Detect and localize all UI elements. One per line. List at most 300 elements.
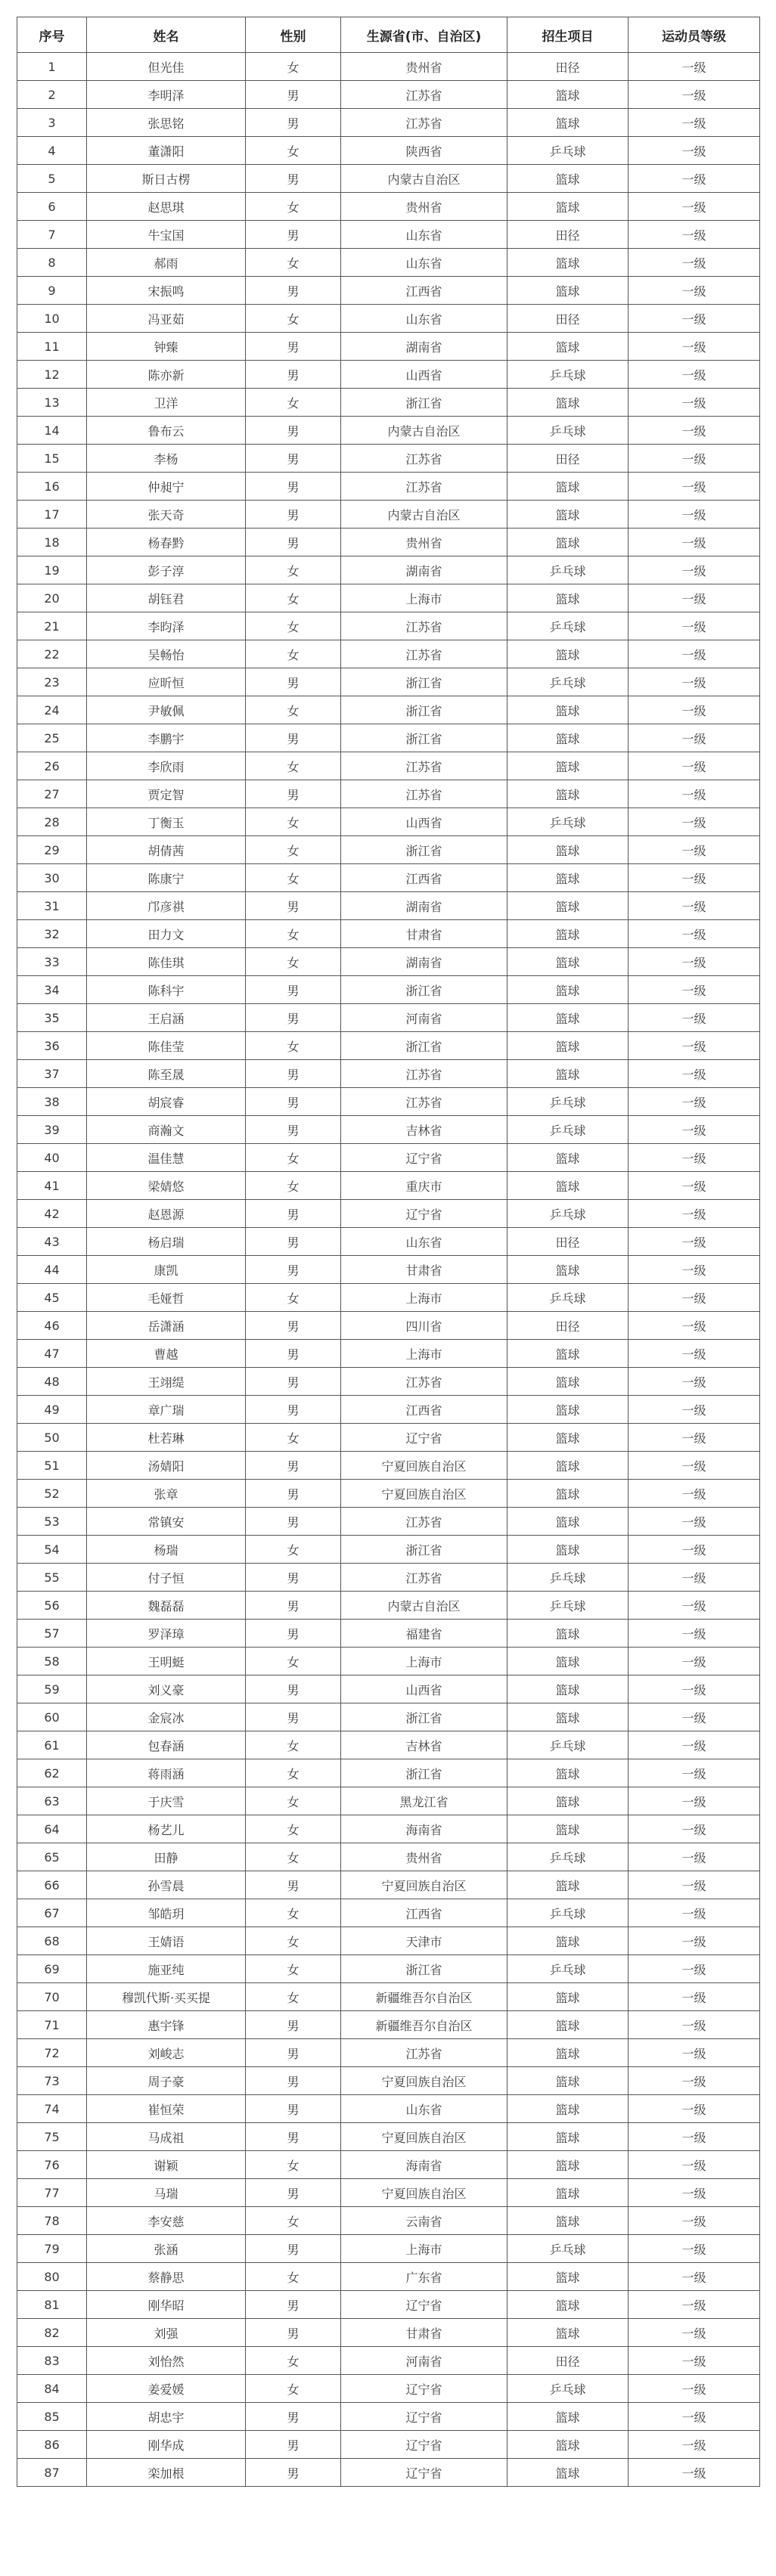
cell-gender: 女 (246, 389, 341, 417)
cell-index: 82 (17, 2319, 87, 2347)
cell-index: 15 (17, 445, 87, 473)
cell-gender: 男 (246, 1452, 341, 1480)
table-header (17, 17, 760, 53)
cell-project: 乒乓球 (508, 1843, 629, 1871)
cell-index: 18 (17, 529, 87, 556)
cell-project: 篮球 (508, 1452, 629, 1480)
cell-level: 一级 (629, 1144, 760, 1172)
cell-province: 吉林省 (341, 1116, 508, 1144)
cell-level: 一级 (629, 1787, 760, 1815)
cell-province: 浙江省 (341, 836, 508, 864)
cell-project: 篮球 (508, 1508, 629, 1536)
cell-gender: 男 (246, 333, 341, 361)
cell-province: 江苏省 (341, 1060, 508, 1088)
cell-index: 35 (17, 1004, 87, 1032)
cell-index: 57 (17, 1620, 87, 1648)
cell-level: 一级 (629, 1312, 760, 1340)
table-row (17, 584, 760, 612)
cell-gender: 男 (246, 2291, 341, 2319)
cell-index: 41 (17, 1172, 87, 1200)
cell-index: 44 (17, 1256, 87, 1284)
athlete-roster-table (17, 17, 760, 2487)
cell-gender: 女 (246, 2375, 341, 2403)
cell-project: 篮球 (508, 2291, 629, 2319)
cell-index: 26 (17, 752, 87, 780)
cell-project: 乒乓球 (508, 668, 629, 696)
cell-project: 篮球 (508, 2431, 629, 2459)
cell-name: 胡倩茜 (87, 836, 246, 864)
cell-index: 29 (17, 836, 87, 864)
cell-gender: 男 (246, 1088, 341, 1116)
table-row (17, 2403, 760, 2431)
cell-gender: 女 (246, 2263, 341, 2291)
table-row (17, 1284, 760, 1312)
cell-name: 崔恒荣 (87, 2095, 246, 2123)
cell-name: 彭子淳 (87, 556, 246, 584)
cell-project: 篮球 (508, 2403, 629, 2431)
cell-index: 11 (17, 333, 87, 361)
cell-name: 周子豪 (87, 2067, 246, 2095)
table-row (17, 1564, 760, 1592)
cell-gender: 男 (246, 2067, 341, 2095)
cell-name: 李安慈 (87, 2207, 246, 2235)
cell-project: 篮球 (508, 948, 629, 976)
cell-level: 一级 (629, 193, 760, 221)
cell-name: 康凯 (87, 1256, 246, 1284)
table-row (17, 2347, 760, 2375)
cell-project: 篮球 (508, 640, 629, 668)
cell-level: 一级 (629, 752, 760, 780)
cell-name: 毛娅哲 (87, 1284, 246, 1312)
table-row (17, 2151, 760, 2179)
cell-name: 李欣雨 (87, 752, 246, 780)
cell-name: 王启涵 (87, 1004, 246, 1032)
table-row (17, 612, 760, 640)
cell-province: 湖南省 (341, 892, 508, 920)
cell-project: 田径 (508, 2347, 629, 2375)
cell-index: 45 (17, 1284, 87, 1312)
cell-province: 江苏省 (341, 2039, 508, 2067)
cell-gender: 男 (246, 1060, 341, 1088)
cell-province: 辽宁省 (341, 2291, 508, 2319)
cell-gender: 女 (246, 1843, 341, 1871)
cell-province: 上海市 (341, 1340, 508, 1368)
cell-level: 一级 (629, 724, 760, 752)
cell-index: 30 (17, 864, 87, 892)
cell-project: 篮球 (508, 1759, 629, 1787)
table-row (17, 2431, 760, 2459)
cell-index: 47 (17, 1340, 87, 1368)
cell-name: 陈科宇 (87, 976, 246, 1004)
cell-name: 张天奇 (87, 501, 246, 529)
cell-level: 一级 (629, 2067, 760, 2095)
cell-province: 贵州省 (341, 529, 508, 556)
table-row (17, 2095, 760, 2123)
cell-province: 辽宁省 (341, 2375, 508, 2403)
cell-name: 王翊缇 (87, 1368, 246, 1396)
table-row (17, 417, 760, 445)
cell-name: 梁婧悠 (87, 1172, 246, 1200)
table-row (17, 2123, 760, 2151)
cell-gender: 女 (246, 1172, 341, 1200)
cell-project: 篮球 (508, 109, 629, 137)
cell-province: 海南省 (341, 2151, 508, 2179)
cell-level: 一级 (629, 1228, 760, 1256)
cell-gender: 女 (246, 2207, 341, 2235)
cell-province: 山东省 (341, 2095, 508, 2123)
table-row (17, 2207, 760, 2235)
cell-index: 86 (17, 2431, 87, 2459)
cell-project: 篮球 (508, 892, 629, 920)
cell-name: 李鹏宇 (87, 724, 246, 752)
table-row (17, 137, 760, 165)
cell-name: 汤婧阳 (87, 1452, 246, 1480)
cell-level: 一级 (629, 305, 760, 333)
cell-index: 27 (17, 780, 87, 808)
table-row (17, 1843, 760, 1871)
cell-level: 一级 (629, 808, 760, 836)
cell-gender: 男 (246, 1620, 341, 1648)
header-index: 序号 (17, 17, 87, 53)
cell-level: 一级 (629, 445, 760, 473)
cell-level: 一级 (629, 612, 760, 640)
cell-level: 一级 (629, 892, 760, 920)
table-row (17, 529, 760, 556)
table-row (17, 836, 760, 864)
cell-level: 一级 (629, 501, 760, 529)
cell-level: 一级 (629, 1899, 760, 1927)
cell-province: 江西省 (341, 1899, 508, 1927)
cell-gender: 男 (246, 277, 341, 305)
cell-name: 穆凯代斯·买买提 (87, 1983, 246, 2011)
cell-name: 田力文 (87, 920, 246, 948)
cell-province: 四川省 (341, 1312, 508, 1340)
table-row (17, 1060, 760, 1088)
cell-index: 71 (17, 2011, 87, 2039)
cell-project: 篮球 (508, 1648, 629, 1675)
cell-province: 山西省 (341, 808, 508, 836)
cell-index: 16 (17, 473, 87, 501)
cell-gender: 女 (246, 193, 341, 221)
cell-province: 江西省 (341, 1396, 508, 1424)
cell-gender: 男 (246, 1368, 341, 1396)
cell-level: 一级 (629, 1955, 760, 1983)
cell-level: 一级 (629, 1759, 760, 1787)
cell-province: 湖南省 (341, 333, 508, 361)
cell-name: 栾加根 (87, 2459, 246, 2487)
cell-gender: 女 (246, 836, 341, 864)
cell-project: 篮球 (508, 1396, 629, 1424)
cell-name: 董潇阳 (87, 137, 246, 165)
cell-index: 84 (17, 2375, 87, 2403)
table-row (17, 1592, 760, 1620)
cell-project: 乒乓球 (508, 1088, 629, 1116)
cell-level: 一级 (629, 361, 760, 389)
cell-index: 68 (17, 1927, 87, 1955)
cell-name: 李昀泽 (87, 612, 246, 640)
table-row (17, 2459, 760, 2487)
table-row (17, 389, 760, 417)
cell-name: 仲昶宁 (87, 473, 246, 501)
cell-name: 张思铭 (87, 109, 246, 137)
table-row (17, 1032, 760, 1060)
cell-index: 46 (17, 1312, 87, 1340)
cell-province: 内蒙古自治区 (341, 417, 508, 445)
cell-index: 49 (17, 1396, 87, 1424)
cell-project: 篮球 (508, 1787, 629, 1815)
cell-index: 39 (17, 1116, 87, 1144)
cell-level: 一级 (629, 1004, 760, 1032)
header-province: 生源省(市、自治区) (341, 17, 508, 53)
cell-province: 河南省 (341, 1004, 508, 1032)
cell-province: 浙江省 (341, 389, 508, 417)
table-row (17, 1871, 760, 1899)
cell-level: 一级 (629, 1983, 760, 2011)
cell-index: 38 (17, 1088, 87, 1116)
cell-level: 一级 (629, 640, 760, 668)
cell-index: 50 (17, 1424, 87, 1452)
cell-province: 福建省 (341, 1620, 508, 1648)
cell-project: 篮球 (508, 1256, 629, 1284)
cell-gender: 女 (246, 1983, 341, 2011)
cell-gender: 女 (246, 1424, 341, 1452)
table-row (17, 2179, 760, 2207)
cell-name: 但光佳 (87, 53, 246, 81)
cell-index: 1 (17, 53, 87, 81)
cell-gender: 男 (246, 1116, 341, 1144)
cell-province: 甘肃省 (341, 1256, 508, 1284)
cell-gender: 男 (246, 529, 341, 556)
cell-gender: 女 (246, 1815, 341, 1843)
cell-project: 篮球 (508, 2039, 629, 2067)
cell-level: 一级 (629, 1088, 760, 1116)
cell-province: 贵州省 (341, 1843, 508, 1871)
cell-level: 一级 (629, 137, 760, 165)
cell-index: 61 (17, 1731, 87, 1759)
cell-project: 篮球 (508, 836, 629, 864)
cell-province: 重庆市 (341, 1172, 508, 1200)
cell-index: 69 (17, 1955, 87, 1983)
table-row (17, 1228, 760, 1256)
cell-project: 篮球 (508, 1871, 629, 1899)
cell-index: 8 (17, 249, 87, 277)
cell-level: 一级 (629, 1592, 760, 1620)
cell-name: 鲁布云 (87, 417, 246, 445)
cell-project: 篮球 (508, 1340, 629, 1368)
cell-level: 一级 (629, 53, 760, 81)
cell-province: 江苏省 (341, 473, 508, 501)
cell-index: 43 (17, 1228, 87, 1256)
cell-project: 篮球 (508, 529, 629, 556)
cell-province: 贵州省 (341, 53, 508, 81)
cell-project: 篮球 (508, 1703, 629, 1731)
cell-index: 54 (17, 1536, 87, 1564)
cell-project: 篮球 (508, 724, 629, 752)
table-row (17, 221, 760, 249)
cell-province: 海南省 (341, 1815, 508, 1843)
table-row (17, 2319, 760, 2347)
cell-gender: 女 (246, 808, 341, 836)
cell-province: 浙江省 (341, 668, 508, 696)
cell-name: 李杨 (87, 445, 246, 473)
cell-project: 篮球 (508, 976, 629, 1004)
cell-gender: 女 (246, 1759, 341, 1787)
cell-index: 60 (17, 1703, 87, 1731)
cell-project: 乒乓球 (508, 1731, 629, 1759)
cell-name: 王婧语 (87, 1927, 246, 1955)
cell-level: 一级 (629, 1815, 760, 1843)
cell-level: 一级 (629, 1452, 760, 1480)
cell-project: 篮球 (508, 1983, 629, 2011)
table-row (17, 1312, 760, 1340)
cell-gender: 女 (246, 2347, 341, 2375)
cell-name: 陈亦新 (87, 361, 246, 389)
cell-province: 浙江省 (341, 1536, 508, 1564)
cell-name: 杨艺儿 (87, 1815, 246, 1843)
cell-level: 一级 (629, 2151, 760, 2179)
cell-index: 65 (17, 1843, 87, 1871)
cell-province: 山东省 (341, 249, 508, 277)
cell-province: 广东省 (341, 2263, 508, 2291)
cell-province: 浙江省 (341, 724, 508, 752)
cell-name: 陈佳莹 (87, 1032, 246, 1060)
cell-name: 赵恩源 (87, 1200, 246, 1228)
cell-index: 31 (17, 892, 87, 920)
cell-name: 杨瑞 (87, 1536, 246, 1564)
cell-index: 42 (17, 1200, 87, 1228)
table-row (17, 445, 760, 473)
cell-name: 章广瑞 (87, 1396, 246, 1424)
cell-province: 江苏省 (341, 640, 508, 668)
table-row (17, 305, 760, 333)
table-row (17, 1508, 760, 1536)
table-row (17, 81, 760, 109)
cell-level: 一级 (629, 864, 760, 892)
cell-name: 常镇安 (87, 1508, 246, 1536)
cell-province: 河南省 (341, 2347, 508, 2375)
cell-province: 江苏省 (341, 1564, 508, 1592)
cell-level: 一级 (629, 2039, 760, 2067)
cell-gender: 男 (246, 724, 341, 752)
cell-gender: 男 (246, 2095, 341, 2123)
cell-province: 陕西省 (341, 137, 508, 165)
cell-project: 乒乓球 (508, 2375, 629, 2403)
cell-name: 王明蜓 (87, 1648, 246, 1675)
cell-index: 77 (17, 2179, 87, 2207)
cell-project: 乒乓球 (508, 1564, 629, 1592)
cell-level: 一级 (629, 2011, 760, 2039)
table-row (17, 668, 760, 696)
cell-level: 一级 (629, 1731, 760, 1759)
cell-name: 宋振鸣 (87, 277, 246, 305)
table-row (17, 333, 760, 361)
cell-gender: 男 (246, 1480, 341, 1508)
cell-name: 陈佳琪 (87, 948, 246, 976)
cell-project: 篮球 (508, 1536, 629, 1564)
cell-province: 浙江省 (341, 1703, 508, 1731)
cell-project: 篮球 (508, 1480, 629, 1508)
cell-province: 上海市 (341, 584, 508, 612)
cell-index: 75 (17, 2123, 87, 2151)
cell-project: 篮球 (508, 2207, 629, 2235)
cell-name: 施亚纯 (87, 1955, 246, 1983)
cell-gender: 男 (246, 473, 341, 501)
cell-name: 岳潇涵 (87, 1312, 246, 1340)
cell-index: 5 (17, 165, 87, 193)
cell-province: 浙江省 (341, 1955, 508, 1983)
table-row (17, 1256, 760, 1284)
cell-name: 李明泽 (87, 81, 246, 109)
cell-gender: 女 (246, 1955, 341, 1983)
cell-gender: 男 (246, 1004, 341, 1032)
cell-gender: 男 (246, 892, 341, 920)
cell-province: 新疆维吾尔自治区 (341, 1983, 508, 2011)
cell-project: 篮球 (508, 1060, 629, 1088)
cell-level: 一级 (629, 1620, 760, 1648)
cell-name: 付子恒 (87, 1564, 246, 1592)
cell-name: 钟臻 (87, 333, 246, 361)
cell-name: 胡宸睿 (87, 1088, 246, 1116)
cell-province: 宁夏回族自治区 (341, 1480, 508, 1508)
cell-province: 江苏省 (341, 109, 508, 137)
cell-index: 25 (17, 724, 87, 752)
cell-name: 曹越 (87, 1340, 246, 1368)
table-row (17, 473, 760, 501)
cell-level: 一级 (629, 165, 760, 193)
cell-province: 贵州省 (341, 193, 508, 221)
cell-gender: 男 (246, 1564, 341, 1592)
cell-name: 惠宇锋 (87, 2011, 246, 2039)
table-row (17, 1899, 760, 1927)
cell-project: 篮球 (508, 277, 629, 305)
cell-name: 魏磊磊 (87, 1592, 246, 1620)
cell-name: 刘强 (87, 2319, 246, 2347)
cell-project: 篮球 (508, 2067, 629, 2095)
cell-province: 辽宁省 (341, 2459, 508, 2487)
cell-level: 一级 (629, 948, 760, 976)
cell-project: 篮球 (508, 1032, 629, 1060)
table-row (17, 724, 760, 752)
table-row (17, 556, 760, 584)
cell-index: 87 (17, 2459, 87, 2487)
cell-gender: 男 (246, 81, 341, 109)
cell-index: 76 (17, 2151, 87, 2179)
cell-gender: 男 (246, 2431, 341, 2459)
cell-project: 篮球 (508, 1675, 629, 1703)
cell-name: 孙雪晨 (87, 1871, 246, 1899)
cell-index: 24 (17, 696, 87, 724)
cell-gender: 女 (246, 640, 341, 668)
cell-province: 宁夏回族自治区 (341, 1871, 508, 1899)
cell-level: 一级 (629, 1284, 760, 1312)
cell-level: 一级 (629, 1396, 760, 1424)
cell-province: 宁夏回族自治区 (341, 2123, 508, 2151)
cell-name: 金宸冰 (87, 1703, 246, 1731)
cell-gender: 男 (246, 2319, 341, 2347)
cell-index: 10 (17, 305, 87, 333)
cell-province: 山东省 (341, 1228, 508, 1256)
cell-index: 78 (17, 2207, 87, 2235)
cell-gender: 女 (246, 1899, 341, 1927)
table-row (17, 1787, 760, 1815)
table-row (17, 1004, 760, 1032)
table-row (17, 1983, 760, 2011)
cell-level: 一级 (629, 1675, 760, 1703)
cell-province: 江苏省 (341, 1508, 508, 1536)
cell-level: 一级 (629, 1368, 760, 1396)
cell-province: 上海市 (341, 1648, 508, 1675)
cell-index: 53 (17, 1508, 87, 1536)
